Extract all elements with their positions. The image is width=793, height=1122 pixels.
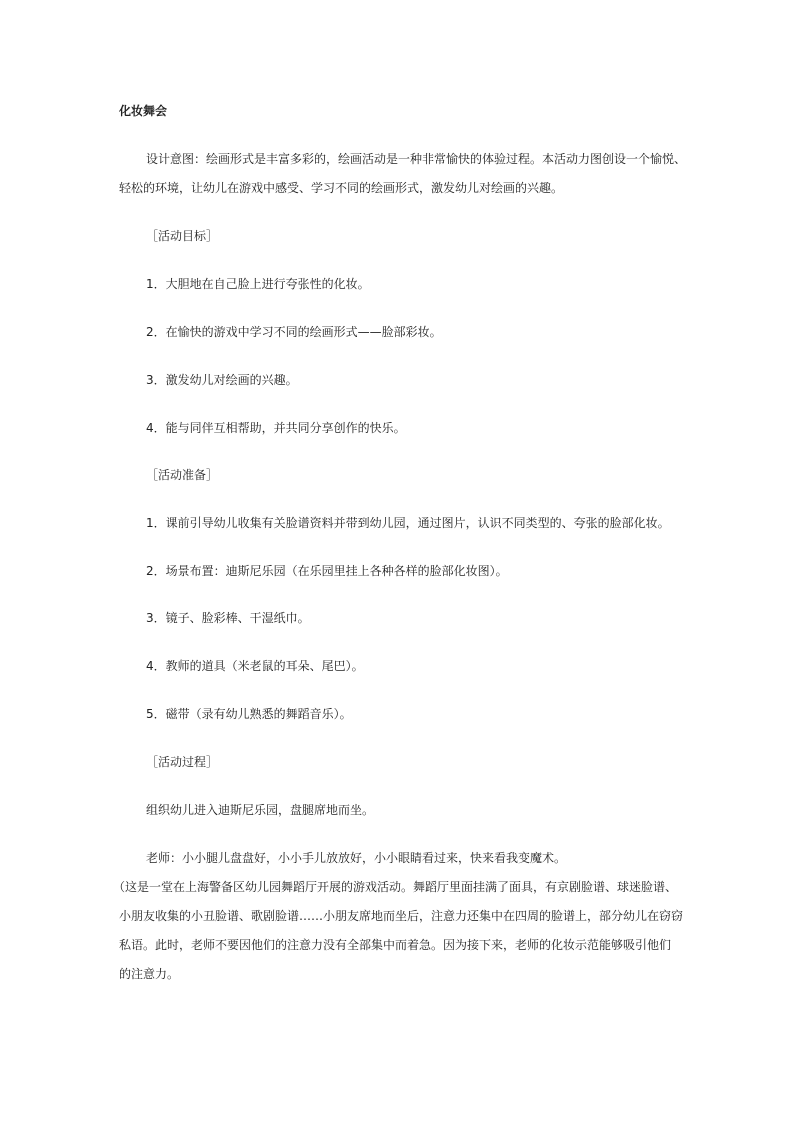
teacher-line: 老师：小小腿儿盘盘好，小小手儿放放好，小小眼睛看过来，快来看我变魔术。 [146, 851, 567, 865]
document-title: 化妆舞会 [119, 104, 168, 118]
process-heading: ［活动过程］ [146, 755, 219, 769]
note-line-3: 私语。此时，老师不要因他们的注意力没有全部集中而着急。因为接下来，老师的化妆示范能够吸引他们 [119, 938, 672, 952]
note-line-4: 的注意力。 [119, 967, 180, 981]
goal-item-1: 1．大胆地在自己脸上进行夸张性的化妆。 [146, 277, 370, 291]
intro-line-2: 轻松的环境，让幼儿在游戏中感受、学习不同的绘画形式，激发幼儿对绘画的兴趣。 [119, 181, 564, 195]
preparation-item-1: 1．课前引导幼儿收集有关脸谱资料并带到幼儿园，通过图片，认识不同类型的、夸张的脸部化妆。 [146, 516, 670, 530]
process-step-1: 组织幼儿进入迪斯尼乐园，盘腿席地而坐。 [146, 803, 375, 817]
goals-heading: ［活动目标］ [146, 229, 219, 243]
note-line-1: （这是一堂在上海警备区幼儿园舞蹈厅开展的游戏活动。舞蹈厅里面挂满了面具，有京剧脸谱、球迷脸谱、 [113, 880, 678, 894]
intro-line-1: 设计意图：绘画形式是丰富多彩的，绘画活动是一种非常愉快的体验过程。本活动力图创设一个愉悦、 [146, 152, 687, 166]
goal-item-4: 4．能与同伴互相帮助，并共同分享创作的快乐。 [146, 421, 406, 435]
preparation-heading: ［活动准备］ [146, 468, 219, 482]
preparation-item-3: 3．镜子、脸彩棒、干湿纸巾。 [146, 611, 310, 625]
note-line-2: 小朋友收集的小丑脸谱、歌剧脸谱……小朋友席地而坐后，注意力还集中在四周的脸谱上，部分幼儿在窃窃 [119, 909, 684, 923]
preparation-item-4: 4．教师的道具（米老鼠的耳朵、尾巴）。 [146, 659, 364, 673]
preparation-item-5: 5．磁带（录有幼儿熟悉的舞蹈音乐）。 [146, 707, 352, 721]
goal-item-3: 3．激发幼儿对绘画的兴趣。 [146, 373, 298, 387]
preparation-item-2: 2．场景布置：迪斯尼乐园（在乐园里挂上各种各样的脸部化妆图）。 [146, 564, 508, 578]
goal-item-2: 2．在愉快的游戏中学习不同的绘画形式——脸部彩妆。 [146, 325, 442, 339]
